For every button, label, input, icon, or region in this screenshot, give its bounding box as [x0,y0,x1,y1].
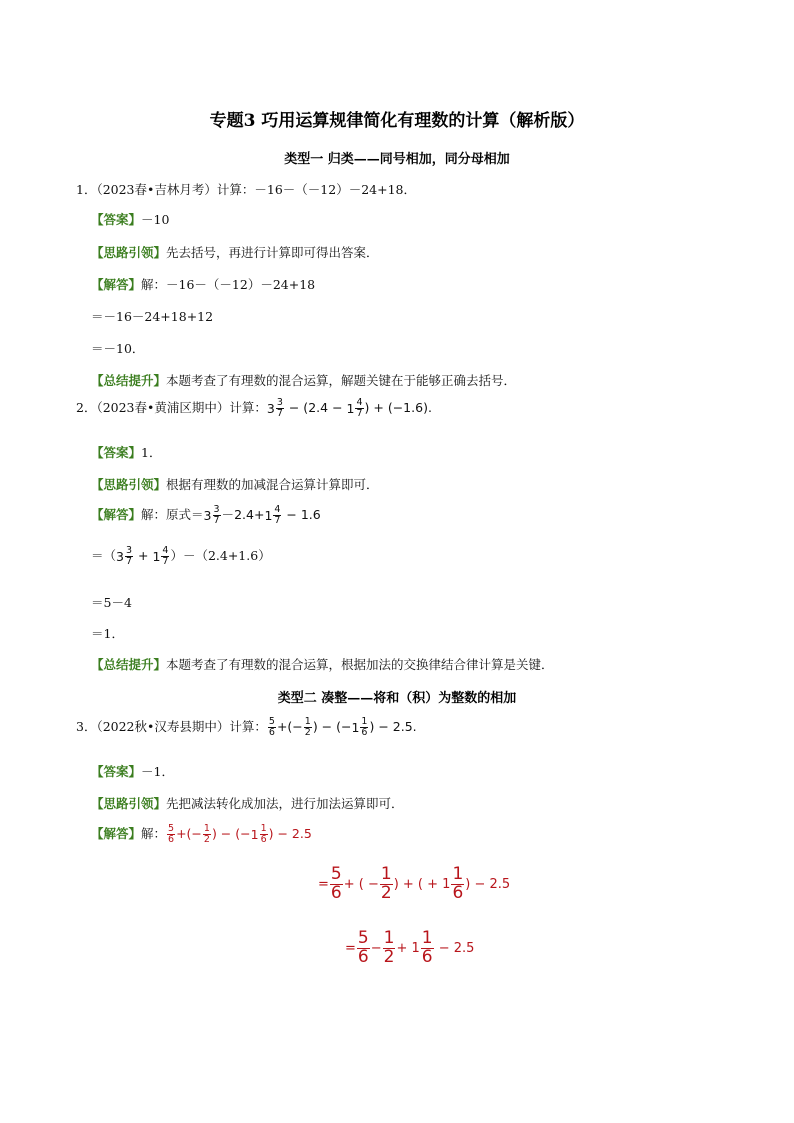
section-heading-2: 类型二 凑整——将和（积）为整数的相加 [277,691,517,706]
q3-answer: －1． [141,764,174,779]
question-2 [76,398,432,419]
solution-tag: 【解答】 [91,507,142,522]
q2-expression: 3 $\frac{3}{7}$ − (2.4 − 1 $\frac{4}{7}$ ) + (−1.6). [266,397,432,419]
q2-sol1-expression: 3 $\frac{3}{7}$ －2.4+1 $\frac{4}{7}$ − 1.6 [203,504,321,526]
q1-hint-line [91,243,379,261]
solution-tag: 【解答】 [91,826,142,841]
q2-summary: 本题考查了有理数的混合运算，根据加法的交换律结合律计算是关键． [166,657,554,672]
q3-prefix: 3．（2022秋•汉寿县期中）计算： [76,719,267,734]
solution-tag: 【解答】 [91,277,142,292]
q2-answer: 1． [141,445,162,460]
q2-hint-line [91,475,379,493]
q2-solution-line [91,505,321,526]
q3-sol1-expression: $\frac{5}{6}$ +(− $\frac{1}{2}$ ) − (−1 $\frac{1}{6}$ ) − 2.5 [168,823,312,845]
q2-summary-line [91,655,554,673]
q2-sol4: ＝1． [91,626,124,641]
q1-answer: －10 [141,212,170,227]
section-heading-1: 类型一 归类——同号相加，同分母相加 [284,152,510,167]
solution-prefix: 解： [141,277,167,292]
question-1: 1．（2023春•吉林月考）计算：－16－（－12）－24+18． [76,182,416,197]
q2-hint: 根据有理数的加减混合运算计算即可． [166,477,379,492]
q2-answer-line [91,443,161,461]
q3-solution-line [91,824,312,845]
q2-sol3: ＝5－4 [91,595,132,610]
q2-sol2-expression: ＝（3 $\frac{3}{7}$ + 1 $\frac{4}{7}$ ）－（2.4+1.6） [91,545,271,567]
q2-prefix: 2．（2023春•黄浦区期中）计算： [76,400,267,415]
hint-tag: 【思路引领】 [91,477,167,492]
q1-sol3: ＝－10． [91,341,145,356]
summary-tag: 【总结提升】 [91,657,167,672]
q1-summary: 本题考查了有理数的混合运算，解题关键在于能够正确去括号． [166,373,517,388]
q3-sol3-expression: = $\frac{5}{6}$ − $\frac{1}{2}$ + 1 $\frac{1}{6}$ − 2.5 [345,928,475,967]
hint-tag: 【思路引领】 [91,796,167,811]
answer-tag: 【答案】 [91,764,142,779]
q1-summary-line [91,371,516,389]
q1-sol1: －16－（－12）－24+18 [166,277,316,292]
q3-hint: 先把减法转化成加法，进行加法运算即可． [166,796,404,811]
q1-answer-line [91,210,169,228]
solution-prefix: 解： [141,507,167,522]
q1-hint: 先去括号，再进行计算即可得出答案． [166,245,379,260]
answer-tag: 【答案】 [91,212,142,227]
q3-hint-line [91,794,404,812]
page-title: 专题3 巧用运算规律简化有理数的计算（解析版） [209,111,585,131]
question-3 [76,717,417,738]
q3-expression: $\frac{5}{6}$ +(− $\frac{1}{2}$ ) − (−1 $\frac{1}{6}$ ) − 2.5. [268,716,417,738]
q3-answer-line [91,762,174,780]
q3-sol2-expression: = $\frac{5}{6}$ + ( − $\frac{1}{2}$ ) + ( + 1 $\frac{1}{6}$ ) − 2.5 [318,864,511,903]
answer-tag: 【答案】 [91,445,142,460]
q2-sol-prefix: 原式＝ [166,507,204,522]
q1-solution-line [91,275,315,293]
q1-sol2: ＝－16－24+18+12 [91,309,214,324]
summary-tag: 【总结提升】 [91,373,167,388]
solution-prefix: 解： [141,826,167,841]
hint-tag: 【思路引领】 [91,245,167,260]
